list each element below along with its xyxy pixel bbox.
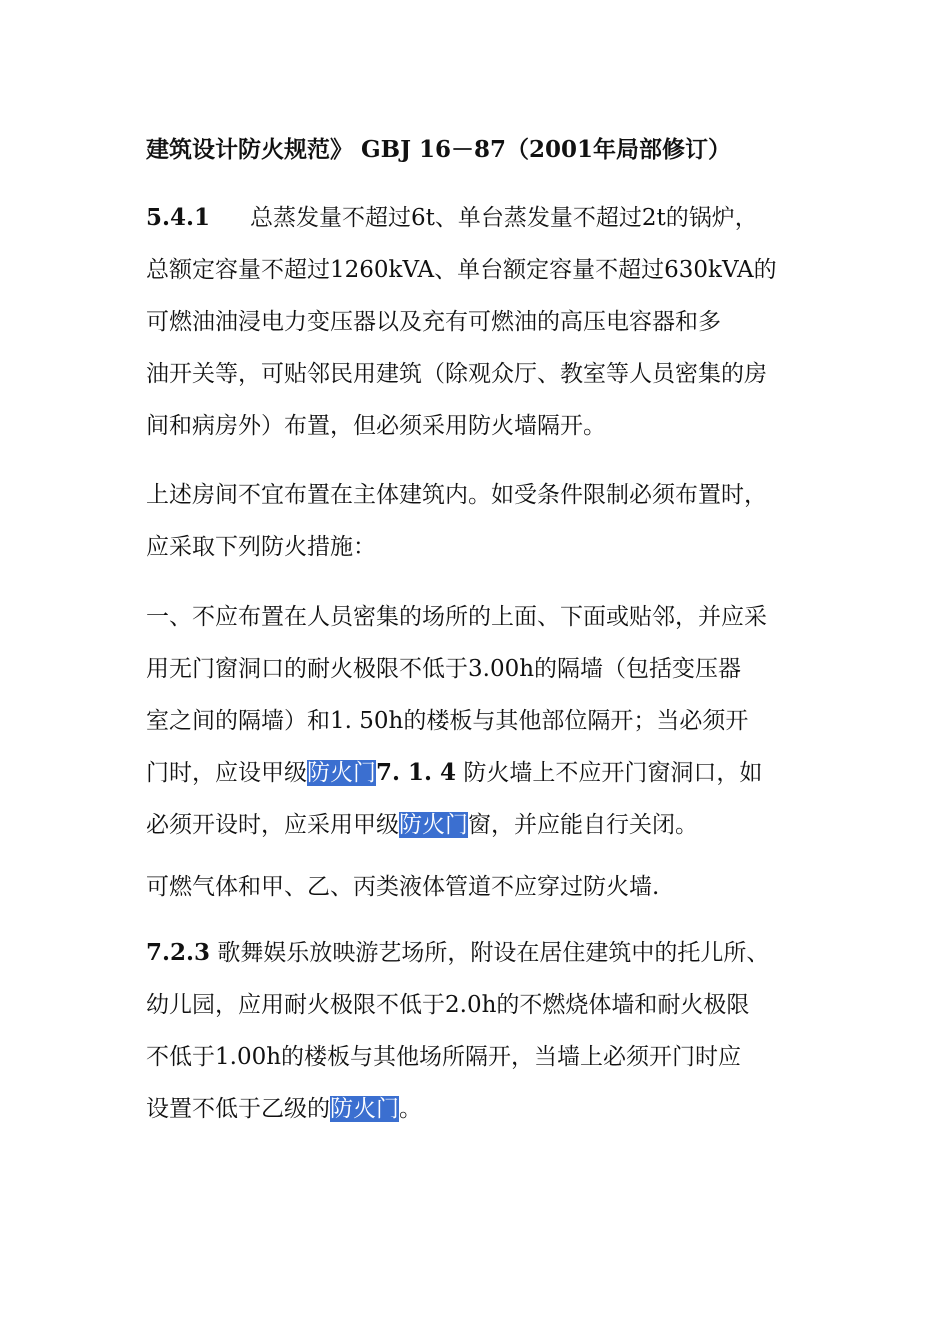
highlighted-fire-door-3[interactable]: 防火门 (330, 1096, 399, 1122)
paragraph-measure-one (146, 591, 826, 851)
section-5-4-1 (146, 192, 826, 452)
section-7-2-3-line-2: 幼儿园，应用耐火极限不低于2.0h的不燃烧体墙和耐火极限 (146, 992, 750, 1018)
section-5-4-1-line-4: 油开关等，可贴邻民用建筑（除观众厅、教室等人员密集的房 (146, 361, 767, 387)
paragraph-4-line-1: 可燃气体和甲、乙、丙类液体管道不应穿过防火墙. (146, 874, 660, 900)
paragraph-3-line-5: 必须开设时，应采用甲级防火门窗，并应能自行关闭。 (146, 812, 698, 838)
document-page (146, 120, 826, 1135)
paragraph-3-line-4: 门时，应设甲级防火门7. 1. 4 防火墙上不应开门窗洞口，如 (146, 759, 763, 786)
paragraph-pipes (146, 861, 826, 913)
section-number-7-2-3: 7.2.3 (146, 939, 211, 966)
section-5-4-1-line-3: 可燃油油浸电力变压器以及充有可燃油的高压电容器和多 (146, 309, 721, 335)
paragraph-2-line-1: 上述房间不宜布置在主体建筑内。如受条件限制必须布置时， (146, 482, 767, 508)
paragraph-3-line-2: 用无门窗洞口的耐火极限不低于3.00h的隔墙（包括变压器 (146, 656, 742, 682)
section-number-5-4-1: 5.4.1 (146, 204, 211, 231)
section-5-4-1-line-5: 间和病房外）布置，但必须采用防火墙隔开。 (146, 413, 606, 439)
highlighted-fire-door-2[interactable]: 防火门 (399, 812, 468, 838)
document-title: 建筑设计防火规范》 GBJ 16－87（2001年局部修订） (146, 136, 732, 163)
section-5-4-1-line-2: 总额定容量不超过1260kVA、单台额定容量不超过630kVA的 (146, 257, 777, 283)
section-7-2-3-line-1: 7.2.3 歌舞娱乐放映游艺场所，附设在居住建筑中的托儿所、 (146, 939, 770, 966)
section-7-2-3 (146, 927, 826, 1135)
section-7-2-3-line-4: 设置不低于乙级的防火门。 (146, 1096, 422, 1122)
highlighted-fire-door-1[interactable]: 防火门 (307, 760, 376, 786)
section-7-2-3-line-3: 不低于1.00h的楼板与其他场所隔开，当墙上必须开门时应 (146, 1044, 742, 1070)
paragraph-3-line-3: 室之间的隔墙）和1. 50h的楼板与其他部位隔开；当必须开 (146, 708, 749, 734)
paragraph-fire-measures-intro (146, 469, 826, 573)
section-number-7-1-4: 7. 1. 4 (376, 759, 457, 786)
section-5-4-1-text-1: 总蒸发量不超过6t、单台蒸发量不超过2t的锅炉， (250, 205, 758, 231)
section-5-4-1-line-1 (146, 192, 826, 244)
paragraph-2-line-2: 应采取下列防火措施： (146, 534, 376, 560)
paragraph-3-line-1: 一、不应布置在人员密集的场所的上面、下面或贴邻，并应采 (146, 604, 767, 630)
